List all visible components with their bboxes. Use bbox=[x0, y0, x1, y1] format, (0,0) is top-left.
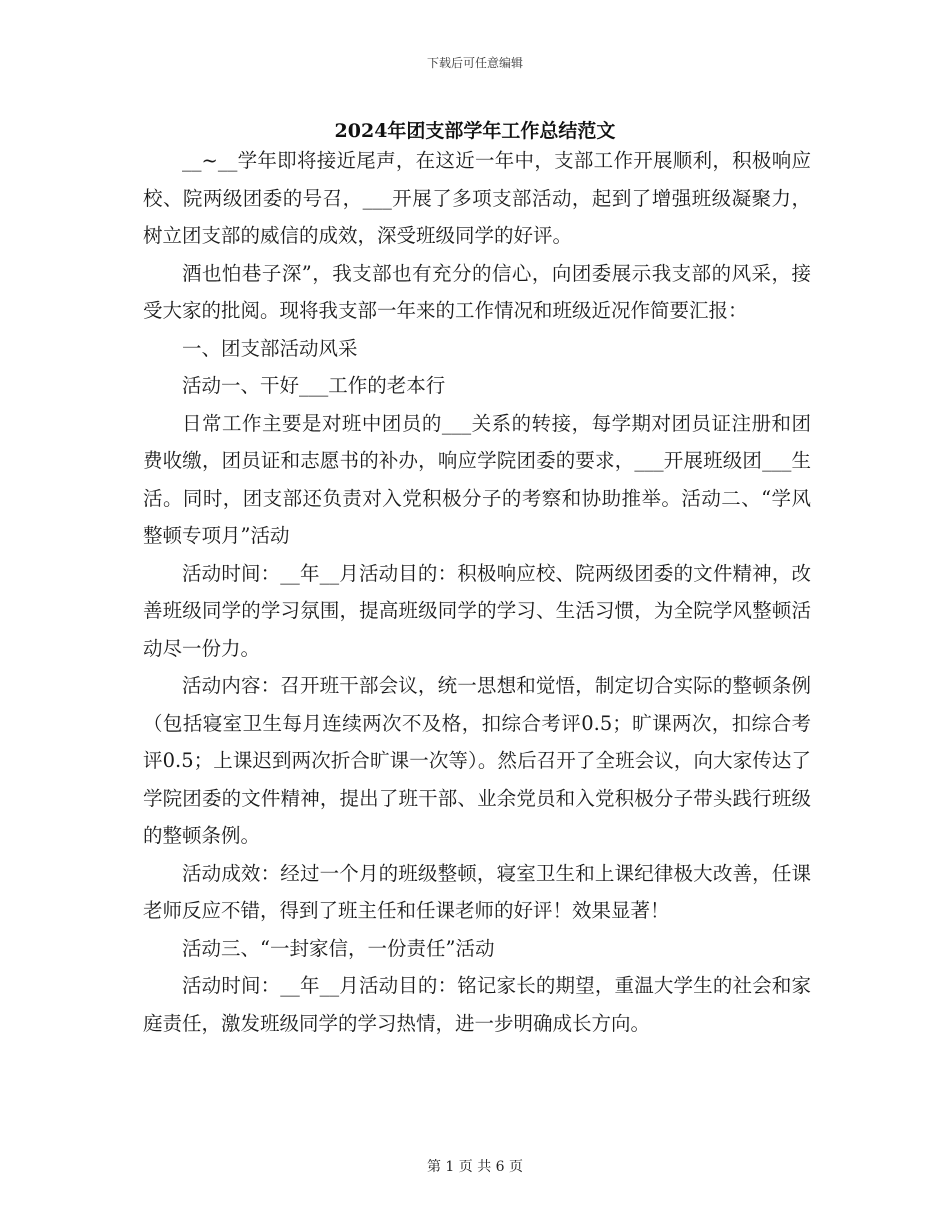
paragraph-report-intro: 酒也怕巷子深”，我支部也有充分的信心，向团委展示我支部的风采，接受大家的批阅。现将我支部一年来的工作情况和班级近况作简要汇报： bbox=[143, 261, 811, 322]
section-heading-activities: 一、团支部活动风采 bbox=[182, 336, 358, 360]
page-number-footer: 第 1 页 共 6 页 bbox=[426, 1159, 524, 1175]
page-header-note: 下载后可任意编辑 bbox=[426, 56, 523, 70]
document-title: 2024年团支部学年工作总结范文 bbox=[334, 120, 616, 142]
activity-three-heading: 活动三、“一封家信，一份责任”活动 bbox=[182, 936, 495, 960]
paragraph-activity-two-content: 活动内容：召开班干部会议，统一思想和觉悟，制定切合实际的整顿条例（包括寝室卫生每月连续两次不及格，扣综合考评0.5；旷课两次，扣综合考评0.5；上课迟到两次折合旷课一次等）。然后召开了全班会议，向大家传达了学院团委的文件精神，提出了班干部、业余党员和入党积极分子带头践行班级的整顿条例。 bbox=[143, 674, 811, 847]
paragraph-activity-two-time: 活动时间：__年__月活动目的：积极响应校、院两级团委的文件精神，改善班级同学的学习氛围，提高班级同学的学习、生活习惯，为全院学风整顿活动尽一份力。 bbox=[143, 561, 811, 660]
activity-one-heading: 活动一、干好___工作的老本行 bbox=[182, 374, 446, 397]
document-body bbox=[143, 142, 811, 1042]
paragraph-intro: __~__学年即将接近尾声，在这近一年中，支部工作开展顺利，积极响应校、院两级团委的号召，___开展了多项支部活动，起到了增强班级凝聚力，树立团支部的威信的成效，深受班级同学的好评。 bbox=[143, 149, 811, 247]
paragraph-daily-work: 日常工作主要是对班中团员的___关系的转接，每学期对团员证注册和团费收缴，团员证和志愿书的补办，响应学院团委的要求，___开展班级团___生活。同时，团支部还负责对入党积极分子的考察和协助推举。活动二、“学风整顿专项月”活动 bbox=[143, 411, 811, 547]
paragraph-activity-three-time: 活动时间：__年__月活动目的：铭记家长的期望，重温大学生的社会和家庭责任，激发班级同学的学习热情，进一步明确成长方向。 bbox=[143, 974, 811, 1035]
paragraph-activity-two-result: 活动成效：经过一个月的班级整顿，寝室卫生和上课纪律极大改善，任课老师反应不错，得到了班主任和任课老师的好评！效果显著！ bbox=[143, 861, 811, 922]
